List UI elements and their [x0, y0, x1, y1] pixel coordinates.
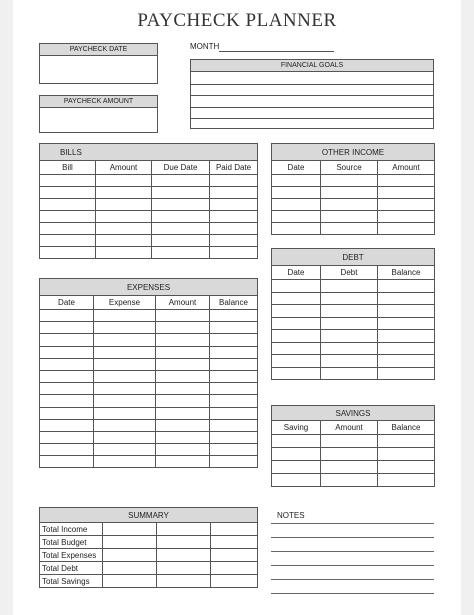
- table-cell[interactable]: [152, 187, 210, 199]
- notes-line[interactable]: [271, 551, 434, 552]
- column-header: Amount: [96, 161, 152, 175]
- table-row: [272, 448, 435, 461]
- table-row: [272, 330, 435, 343]
- column-header: Expense: [94, 296, 156, 310]
- table-cell[interactable]: [378, 367, 435, 380]
- table-cell[interactable]: [272, 211, 321, 223]
- other-income-header: OTHER INCOME: [272, 144, 435, 161]
- table-cell[interactable]: [152, 223, 210, 235]
- table-cell[interactable]: [40, 175, 96, 187]
- table-cell[interactable]: [40, 383, 94, 395]
- paycheck-amount-label: PAYCHECK AMOUNT: [40, 96, 157, 108]
- table-cell[interactable]: [378, 223, 435, 235]
- summary-cell[interactable]: [211, 523, 258, 536]
- column-header: Paid Date: [210, 161, 258, 175]
- table-cell[interactable]: [321, 342, 378, 355]
- expenses-header: EXPENSES: [40, 279, 258, 296]
- table-cell[interactable]: [40, 199, 96, 211]
- column-header: Amount: [378, 161, 435, 175]
- table-cell[interactable]: [156, 310, 210, 322]
- table-cell[interactable]: [152, 211, 210, 223]
- table-cell[interactable]: [40, 358, 94, 370]
- column-header: Balance: [378, 421, 435, 435]
- table-cell[interactable]: [94, 370, 156, 382]
- table-row: [272, 305, 435, 318]
- table-cell[interactable]: [272, 461, 321, 474]
- table-cell[interactable]: [210, 310, 258, 322]
- column-header: Balance: [378, 266, 435, 280]
- table-row: [272, 199, 435, 211]
- summary-cell[interactable]: [211, 562, 258, 575]
- table-cell[interactable]: [156, 395, 210, 407]
- summary-cell[interactable]: [157, 549, 211, 562]
- summary-row: [40, 575, 258, 588]
- table-cell[interactable]: [378, 355, 435, 368]
- notes-line[interactable]: [271, 565, 434, 566]
- table-cell[interactable]: [96, 223, 152, 235]
- table-cell[interactable]: [94, 456, 156, 468]
- table-row: [272, 175, 435, 187]
- summary-row: [40, 562, 258, 575]
- table-cell[interactable]: [321, 435, 378, 448]
- table-cell[interactable]: [378, 317, 435, 330]
- table-row: [40, 383, 258, 395]
- table-cell[interactable]: [210, 187, 258, 199]
- table-cell[interactable]: [321, 280, 378, 293]
- table-row: [40, 395, 258, 407]
- table-cell[interactable]: [94, 358, 156, 370]
- table-cell[interactable]: [40, 431, 94, 443]
- table-row: [272, 292, 435, 305]
- table-cell[interactable]: [272, 175, 321, 187]
- table-cell[interactable]: [94, 310, 156, 322]
- table-cell[interactable]: [156, 419, 210, 431]
- table-row: [272, 342, 435, 355]
- summary-cell[interactable]: [211, 536, 258, 549]
- table-cell[interactable]: [321, 461, 378, 474]
- summary-cell[interactable]: [103, 549, 157, 562]
- table-cell[interactable]: [210, 444, 258, 456]
- table-cell[interactable]: [152, 247, 210, 259]
- table-cell[interactable]: [210, 395, 258, 407]
- table-cell[interactable]: [321, 199, 378, 211]
- table-cell[interactable]: [210, 383, 258, 395]
- table-cell[interactable]: [272, 342, 321, 355]
- table-cell[interactable]: [96, 211, 152, 223]
- table-cell[interactable]: [96, 235, 152, 247]
- table-cell[interactable]: [40, 334, 94, 346]
- summary-row-label: Total Income: [40, 523, 103, 536]
- notes-line[interactable]: [271, 593, 434, 594]
- debt-table: [271, 248, 435, 380]
- table-cell[interactable]: [378, 175, 435, 187]
- table-row: [40, 247, 258, 259]
- table-cell[interactable]: [156, 383, 210, 395]
- summary-cell[interactable]: [103, 536, 157, 549]
- table-cell[interactable]: [94, 444, 156, 456]
- table-row: [272, 355, 435, 368]
- table-cell[interactable]: [378, 342, 435, 355]
- goal-line[interactable]: [191, 95, 433, 96]
- bills-header: BILLS: [40, 144, 258, 161]
- other-income-table: [271, 143, 435, 235]
- table-row: [40, 456, 258, 468]
- summary-cell[interactable]: [157, 523, 211, 536]
- column-header: Source: [321, 161, 378, 175]
- table-cell[interactable]: [272, 223, 321, 235]
- table-cell[interactable]: [272, 199, 321, 211]
- table-cell[interactable]: [210, 175, 258, 187]
- table-cell[interactable]: [40, 223, 96, 235]
- table-row: [40, 407, 258, 419]
- table-cell[interactable]: [156, 444, 210, 456]
- table-cell[interactable]: [210, 247, 258, 259]
- table-cell[interactable]: [40, 419, 94, 431]
- table-cell[interactable]: [40, 187, 96, 199]
- table-cell[interactable]: [156, 456, 210, 468]
- table-cell[interactable]: [272, 330, 321, 343]
- notes-line[interactable]: [271, 523, 434, 524]
- table-row: [40, 187, 258, 199]
- table-cell[interactable]: [40, 395, 94, 407]
- table-cell[interactable]: [378, 305, 435, 318]
- table-cell[interactable]: [210, 199, 258, 211]
- column-header: Due Date: [152, 161, 210, 175]
- table-cell[interactable]: [272, 448, 321, 461]
- table-cell[interactable]: [96, 187, 152, 199]
- summary-row-label: Total Savings: [40, 575, 103, 588]
- table-cell[interactable]: [378, 461, 435, 474]
- summary-header: SUMMARY: [40, 508, 258, 523]
- table-cell[interactable]: [40, 407, 94, 419]
- column-header: Date: [272, 266, 321, 280]
- table-cell[interactable]: [94, 346, 156, 358]
- table-cell[interactable]: [94, 419, 156, 431]
- table-cell[interactable]: [156, 334, 210, 346]
- table-cell[interactable]: [378, 435, 435, 448]
- notes-line[interactable]: [271, 537, 434, 538]
- table-row: [40, 235, 258, 247]
- table-cell[interactable]: [40, 211, 96, 223]
- column-header: Amount: [156, 296, 210, 310]
- table-cell[interactable]: [321, 223, 378, 235]
- table-row: [272, 223, 435, 235]
- notes-line[interactable]: [271, 579, 434, 580]
- table-cell[interactable]: [210, 431, 258, 443]
- table-cell[interactable]: [40, 346, 94, 358]
- table-cell[interactable]: [272, 305, 321, 318]
- table-cell[interactable]: [156, 370, 210, 382]
- table-cell[interactable]: [94, 407, 156, 419]
- table-row: [272, 435, 435, 448]
- table-row: [40, 175, 258, 187]
- table-cell[interactable]: [94, 322, 156, 334]
- table-cell[interactable]: [152, 235, 210, 247]
- table-row: [272, 461, 435, 474]
- table-cell[interactable]: [94, 395, 156, 407]
- table-cell[interactable]: [152, 175, 210, 187]
- table-cell[interactable]: [378, 292, 435, 305]
- summary-cell[interactable]: [103, 575, 157, 588]
- savings-table: [271, 405, 435, 487]
- bills-table: [39, 143, 258, 259]
- table-cell[interactable]: [94, 431, 156, 443]
- financial-goals-box: [190, 59, 434, 129]
- table-cell[interactable]: [272, 435, 321, 448]
- summary-cell[interactable]: [211, 549, 258, 562]
- table-cell[interactable]: [378, 474, 435, 487]
- table-cell[interactable]: [272, 474, 321, 487]
- table-row: [272, 367, 435, 380]
- summary-row: [40, 536, 258, 549]
- table-cell[interactable]: [321, 187, 378, 199]
- table-cell[interactable]: [272, 292, 321, 305]
- expenses-table: [39, 278, 258, 468]
- column-header: Balance: [210, 296, 258, 310]
- table-cell[interactable]: [40, 456, 94, 468]
- table-row: [40, 431, 258, 443]
- table-cell[interactable]: [321, 211, 378, 223]
- table-cell[interactable]: [210, 419, 258, 431]
- table-row: [40, 334, 258, 346]
- table-row: [40, 223, 258, 235]
- debt-header: DEBT: [272, 249, 435, 266]
- table-cell[interactable]: [321, 474, 378, 487]
- table-cell[interactable]: [321, 355, 378, 368]
- table-cell[interactable]: [156, 346, 210, 358]
- table-cell[interactable]: [156, 358, 210, 370]
- table-cell[interactable]: [210, 235, 258, 247]
- summary-cell[interactable]: [157, 575, 211, 588]
- table-cell[interactable]: [156, 407, 210, 419]
- table-cell[interactable]: [321, 448, 378, 461]
- column-header: Amount: [321, 421, 378, 435]
- goal-line[interactable]: [191, 84, 433, 85]
- table-cell[interactable]: [156, 322, 210, 334]
- table-cell[interactable]: [94, 334, 156, 346]
- summary-row-label: Total Expenses: [40, 549, 103, 562]
- table-cell[interactable]: [210, 456, 258, 468]
- summary-row-label: Total Debt: [40, 562, 103, 575]
- summary-cell[interactable]: [103, 562, 157, 575]
- column-header: Date: [40, 296, 94, 310]
- table-cell[interactable]: [152, 199, 210, 211]
- table-row: [40, 370, 258, 382]
- table-cell[interactable]: [40, 247, 96, 259]
- table-cell[interactable]: [210, 322, 258, 334]
- financial-goals-label: FINANCIAL GOALS: [191, 60, 433, 72]
- table-row: [272, 211, 435, 223]
- table-cell[interactable]: [40, 322, 94, 334]
- table-cell[interactable]: [378, 211, 435, 223]
- summary-cell[interactable]: [103, 523, 157, 536]
- table-cell[interactable]: [321, 292, 378, 305]
- paycheck-date-label: PAYCHECK DATE: [40, 44, 157, 56]
- table-row: [272, 187, 435, 199]
- table-cell[interactable]: [272, 280, 321, 293]
- table-cell[interactable]: [272, 317, 321, 330]
- table-cell[interactable]: [96, 199, 152, 211]
- summary-row: [40, 523, 258, 536]
- table-cell[interactable]: [40, 235, 96, 247]
- table-cell[interactable]: [272, 367, 321, 380]
- table-cell[interactable]: [210, 370, 258, 382]
- savings-header: SAVINGS: [272, 406, 435, 421]
- table-cell[interactable]: [272, 355, 321, 368]
- table-cell[interactable]: [321, 305, 378, 318]
- summary-cell[interactable]: [157, 562, 211, 575]
- goal-line[interactable]: [191, 107, 433, 108]
- column-header: Debt: [321, 266, 378, 280]
- table-cell[interactable]: [378, 448, 435, 461]
- table-row: [40, 211, 258, 223]
- table-cell[interactable]: [321, 330, 378, 343]
- notes-label: NOTES: [277, 511, 305, 520]
- paycheck-date-box[interactable]: [39, 43, 158, 84]
- page-title: PAYCHECK PLANNER: [137, 10, 337, 31]
- column-header: Saving: [272, 421, 321, 435]
- summary-cell[interactable]: [211, 575, 258, 588]
- goal-line[interactable]: [191, 118, 433, 119]
- table-cell[interactable]: [96, 247, 152, 259]
- table-cell[interactable]: [321, 175, 378, 187]
- table-cell[interactable]: [210, 334, 258, 346]
- month-field[interactable]: [219, 51, 334, 52]
- table-cell[interactable]: [210, 407, 258, 419]
- table-cell[interactable]: [321, 317, 378, 330]
- table-cell[interactable]: [96, 175, 152, 187]
- paycheck-amount-box[interactable]: [39, 95, 158, 133]
- table-cell[interactable]: [378, 280, 435, 293]
- table-row: [40, 199, 258, 211]
- table-cell[interactable]: [272, 187, 321, 199]
- summary-row-label: Total Budget: [40, 536, 103, 549]
- table-row: [272, 317, 435, 330]
- table-row: [40, 419, 258, 431]
- table-cell[interactable]: [378, 330, 435, 343]
- column-header: Date: [272, 161, 321, 175]
- table-cell[interactable]: [40, 444, 94, 456]
- table-row: [40, 346, 258, 358]
- month-label: MONTH: [190, 42, 220, 51]
- table-row: [272, 280, 435, 293]
- table-row: [272, 474, 435, 487]
- table-cell[interactable]: [40, 370, 94, 382]
- table-row: [40, 310, 258, 322]
- table-row: [40, 444, 258, 456]
- table-cell[interactable]: [210, 223, 258, 235]
- summary-cell[interactable]: [157, 536, 211, 549]
- table-cell[interactable]: [156, 431, 210, 443]
- table-cell[interactable]: [94, 383, 156, 395]
- table-cell[interactable]: [378, 187, 435, 199]
- table-cell[interactable]: [40, 310, 94, 322]
- table-cell[interactable]: [210, 346, 258, 358]
- summary-table: [39, 507, 258, 588]
- summary-row: [40, 549, 258, 562]
- table-cell[interactable]: [210, 358, 258, 370]
- table-row: [40, 322, 258, 334]
- table-cell[interactable]: [321, 367, 378, 380]
- table-cell[interactable]: [210, 211, 258, 223]
- table-row: [40, 358, 258, 370]
- table-cell[interactable]: [378, 199, 435, 211]
- column-header: Bill: [40, 161, 96, 175]
